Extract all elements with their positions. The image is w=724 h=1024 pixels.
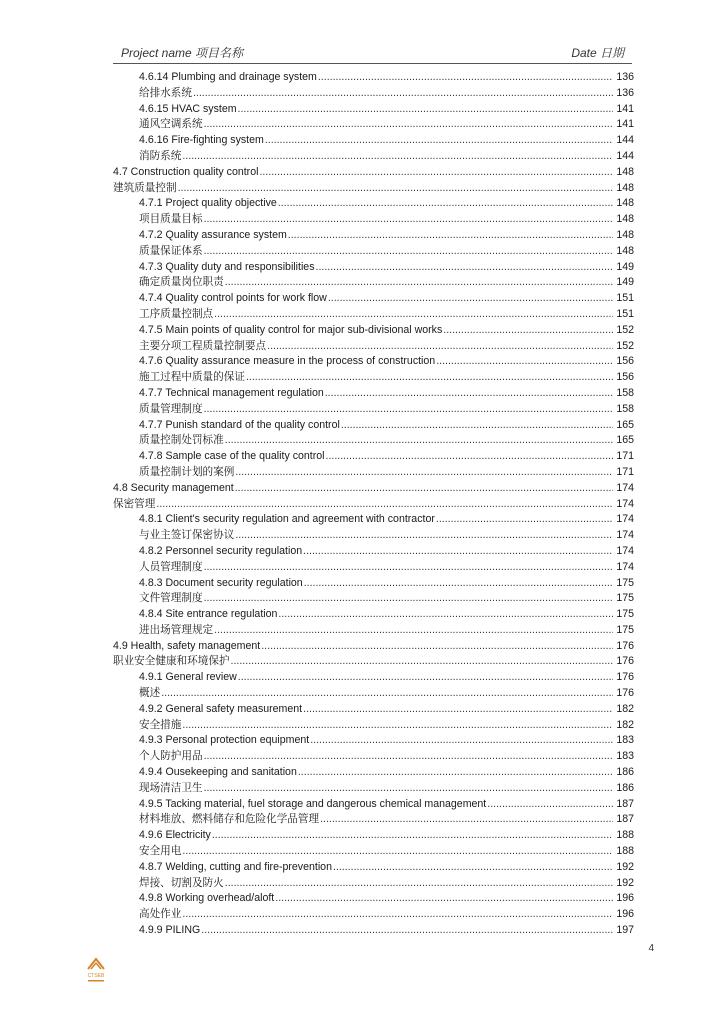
- toc-entry[interactable]: [113, 639, 634, 655]
- header-divider: [113, 63, 632, 64]
- toc-dot-leader: [204, 117, 613, 133]
- toc-entry[interactable]: [113, 497, 634, 513]
- toc-entry-page: 174: [616, 560, 634, 573]
- toc-dot-leader: [265, 133, 613, 149]
- toc-dot-leader: [275, 891, 613, 907]
- toc-entry[interactable]: [113, 781, 634, 797]
- toc-entry-page: 148: [616, 213, 634, 226]
- toc-entry[interactable]: [113, 765, 634, 781]
- toc-entry-title: 与业主签订保密协议: [139, 529, 235, 542]
- toc-dot-leader: [204, 749, 613, 765]
- toc-dot-leader: [161, 686, 613, 702]
- toc-entry[interactable]: [113, 149, 634, 165]
- toc-dot-leader: [235, 528, 613, 544]
- toc-entry-page: 174: [616, 481, 634, 494]
- toc-entry-title: 施工过程中质量的保证: [139, 371, 245, 384]
- toc-entry[interactable]: [113, 544, 634, 560]
- toc-entry[interactable]: [113, 133, 634, 149]
- toc-entry-page: 171: [616, 450, 634, 463]
- toc-entry-title: 质量控制计划的案例: [139, 465, 235, 478]
- toc-entry-title: 现场清洁卫生: [139, 781, 203, 794]
- toc-dot-leader: [182, 844, 613, 860]
- toc-entry-page: 136: [616, 71, 634, 83]
- toc-dot-leader: [214, 623, 613, 639]
- toc-dot-leader: [204, 781, 613, 797]
- toc-entry-page: 176: [616, 671, 634, 684]
- toc-dot-leader: [238, 102, 613, 118]
- toc-entry-title: 4.7.3 Quality duty and responsibilities: [139, 260, 315, 273]
- toc-entry[interactable]: [113, 907, 634, 923]
- table-of-contents: [113, 70, 634, 939]
- toc-entry-title: 4.9.8 Working overhead/aloft: [139, 892, 275, 905]
- toc-entry[interactable]: [113, 275, 634, 291]
- toc-entry-title: 个人防护用品: [139, 750, 203, 763]
- toc-dot-leader: [193, 86, 613, 102]
- toc-entry-title: 4.9.2 General safety measurement: [139, 702, 303, 715]
- toc-entry-page: 175: [616, 592, 634, 605]
- toc-dot-leader: [225, 876, 613, 892]
- toc-entry-page: 176: [616, 639, 634, 652]
- toc-entry-page: 197: [616, 924, 634, 937]
- toc-entry-title: 4.9.5 Tacking material, fuel storage and dangerous chemical management: [139, 797, 487, 810]
- toc-dot-leader: [182, 907, 613, 923]
- toc-dot-leader: [225, 433, 613, 449]
- toc-entry[interactable]: [113, 623, 634, 639]
- toc-entry-title: 4.8.4 Site entrance regulation: [139, 608, 278, 621]
- toc-dot-leader: [182, 149, 613, 165]
- date-label: Date 日期: [571, 46, 624, 60]
- page-header: [113, 44, 632, 62]
- toc-dot-leader: [178, 181, 613, 197]
- toc-dot-leader: [204, 591, 613, 607]
- toc-entry-title: 4.7.5 Main points of quality control for major sub-divisional works: [139, 323, 443, 336]
- toc-entry-title: 4.6.14 Plumbing and drainage system: [139, 71, 317, 83]
- toc-dot-leader: [328, 291, 613, 307]
- toc-entry[interactable]: [113, 244, 634, 260]
- toc-entry[interactable]: [113, 260, 634, 276]
- toc-entry-page: 186: [616, 766, 634, 779]
- toc-dot-leader: [235, 481, 613, 497]
- toc-entry[interactable]: [113, 307, 634, 323]
- toc-dot-leader: [225, 275, 613, 291]
- toc-dot-leader: [204, 212, 613, 228]
- toc-entry-title: 4.9.9 PILING: [139, 924, 201, 937]
- toc-entry[interactable]: [113, 576, 634, 592]
- toc-entry[interactable]: [113, 844, 634, 860]
- toc-dot-leader: [214, 307, 613, 323]
- toc-entry-title: 4.6.15 HVAC system: [139, 102, 237, 115]
- toc-dot-leader: [278, 607, 613, 623]
- toc-entry-title: 主要分项工程质量控制要点: [139, 339, 267, 352]
- toc-entry-title: 4.9.1 General review: [139, 671, 237, 684]
- toc-entry-page: 158: [616, 386, 634, 399]
- toc-entry[interactable]: [113, 370, 634, 386]
- toc-dot-leader: [325, 386, 613, 402]
- toc-entry[interactable]: [113, 481, 634, 497]
- toc-entry-page: 183: [616, 734, 634, 747]
- toc-entry-title: 4.7.1 Project quality objective: [139, 197, 277, 210]
- toc-dot-leader: [259, 165, 613, 181]
- toc-entry-title: 4.9.6 Electricity: [139, 829, 211, 842]
- toc-entry-page: 152: [616, 339, 634, 352]
- toc-entry[interactable]: [113, 654, 634, 670]
- toc-entry-page: 151: [616, 307, 634, 320]
- toc-dot-leader: [156, 497, 613, 513]
- toc-entry-page: 175: [616, 576, 634, 589]
- toc-entry[interactable]: [113, 117, 634, 133]
- toc-dot-leader: [320, 812, 613, 828]
- toc-entry-page: 188: [616, 845, 634, 858]
- toc-entry-title: 安全措施: [139, 718, 182, 731]
- toc-entry[interactable]: [113, 876, 634, 892]
- toc-entry[interactable]: [113, 86, 634, 102]
- toc-dot-leader: [261, 639, 613, 655]
- toc-entry-page: 174: [616, 529, 634, 542]
- toc-entry[interactable]: [113, 449, 634, 465]
- toc-entry-page: 182: [616, 718, 634, 731]
- toc-entry-title: 给排水系统: [139, 86, 192, 99]
- toc-entry[interactable]: [113, 718, 634, 734]
- toc-entry-page: 144: [616, 149, 634, 162]
- toc-entry-title: 通风空调系统: [139, 118, 203, 131]
- toc-entry[interactable]: [113, 749, 634, 765]
- toc-entry[interactable]: [113, 860, 634, 876]
- toc-entry-title: 确定质量岗位职责: [139, 276, 224, 289]
- toc-entry-page: 152: [616, 323, 634, 336]
- toc-entry[interactable]: [113, 212, 634, 228]
- toc-entry[interactable]: [113, 512, 634, 528]
- toc-entry-page: 141: [616, 118, 634, 131]
- toc-entry-title: 4.9.4 Ousekeeping and sanitation: [139, 766, 297, 779]
- toc-entry-title: 4.7.7 Technical management regulation: [139, 386, 324, 399]
- toc-entry-page: 175: [616, 608, 634, 621]
- toc-entry-page: 171: [616, 465, 634, 478]
- toc-entry-title: 文件管理制度: [139, 592, 203, 605]
- toc-entry-page: 187: [616, 813, 634, 826]
- toc-entry-title: 4.7.6 Quality assurance measure in the process of construction: [139, 355, 436, 368]
- toc-entry[interactable]: [113, 670, 634, 686]
- toc-entry[interactable]: [113, 433, 634, 449]
- toc-entry[interactable]: [113, 291, 634, 307]
- toc-entry-page: 175: [616, 623, 634, 636]
- toc-entry-page: 183: [616, 750, 634, 763]
- toc-entry-page: 188: [616, 829, 634, 842]
- toc-entry-title: 4.9.3 Personal protection equipment: [139, 734, 310, 747]
- toc-entry-page: 148: [616, 165, 634, 178]
- toc-entry-page: 182: [616, 702, 634, 715]
- toc-entry-title: 工序质量控制点: [139, 307, 214, 320]
- toc-entry[interactable]: [113, 812, 634, 828]
- toc-entry-title: 4.8 Security management: [113, 481, 234, 494]
- toc-entry-page: 158: [616, 402, 634, 415]
- toc-dot-leader: [303, 702, 613, 718]
- toc-entry-title: 保密管理: [113, 497, 156, 510]
- toc-entry-title: 质量管理制度: [139, 402, 203, 415]
- toc-entry-title: 焊接、切割及防火: [139, 876, 224, 889]
- toc-dot-leader: [436, 512, 613, 528]
- toc-entry-page: 192: [616, 876, 634, 889]
- toc-entry[interactable]: [113, 828, 634, 844]
- toc-dot-leader: [231, 654, 613, 670]
- toc-entry-page: 144: [616, 134, 634, 147]
- toc-entry-title: 人员管理制度: [139, 560, 203, 573]
- toc-entry[interactable]: [113, 165, 634, 181]
- toc-entry-page: 174: [616, 513, 634, 526]
- toc-dot-leader: [204, 402, 613, 418]
- toc-entry[interactable]: [113, 196, 634, 212]
- toc-entry[interactable]: [113, 686, 634, 702]
- toc-dot-leader: [310, 733, 613, 749]
- toc-entry-page: 192: [616, 860, 634, 873]
- toc-dot-leader: [204, 560, 613, 576]
- toc-entry-page: 196: [616, 908, 634, 921]
- toc-entry-page: 148: [616, 197, 634, 210]
- toc-entry-page: 151: [616, 292, 634, 305]
- toc-dot-leader: [238, 670, 613, 686]
- toc-dot-leader: [326, 449, 614, 465]
- toc-entry-page: 174: [616, 544, 634, 557]
- toc-entry[interactable]: [113, 339, 634, 355]
- toc-dot-leader: [212, 828, 613, 844]
- toc-entry-title: 消防系统: [139, 149, 182, 162]
- toc-entry-page: 149: [616, 260, 634, 273]
- toc-entry-title: 4.7.2 Quality assurance system: [139, 228, 287, 241]
- toc-entry-page: 165: [616, 434, 634, 447]
- toc-entry-title: 4.8.7 Welding, cutting and fire-prevention: [139, 860, 332, 873]
- toc-entry-page: 196: [616, 892, 634, 905]
- toc-dot-leader: [304, 576, 613, 592]
- toc-entry-page: 174: [616, 497, 634, 510]
- toc-entry[interactable]: [113, 465, 634, 481]
- page-number: 4: [648, 943, 654, 954]
- toc-dot-leader: [204, 244, 613, 260]
- toc-entry-title: 材料堆放、燃料储存和危险化学品管理: [139, 813, 320, 826]
- toc-entry-title: 4.7.8 Sample case of the quality control: [139, 450, 325, 463]
- toc-dot-leader: [278, 196, 613, 212]
- toc-entry-title: 进出场管理规定: [139, 623, 214, 636]
- toc-entry[interactable]: [113, 607, 634, 623]
- toc-entry-title: 建筑质量控制: [113, 181, 177, 194]
- toc-entry-page: 148: [616, 228, 634, 241]
- toc-entry-page: 176: [616, 655, 634, 668]
- toc-entry-title: 质量保证体系: [139, 244, 203, 257]
- toc-entry-page: 176: [616, 687, 634, 700]
- toc-entry-title: 质量控制处罚标准: [139, 434, 224, 447]
- toc-entry-title: 4.7 Construction quality control: [113, 165, 259, 178]
- toc-entry-page: 186: [616, 781, 634, 794]
- toc-dot-leader: [443, 323, 613, 339]
- toc-entry[interactable]: [113, 560, 634, 576]
- toc-entry-title: 4.8.2 Personnel security regulation: [139, 544, 303, 557]
- toc-dot-leader: [201, 923, 613, 939]
- toc-entry[interactable]: [113, 891, 634, 907]
- logo-text: CTSEB: [87, 973, 105, 979]
- toc-entry-title: 4.8.1 Client's security regulation and agreement with contractor: [139, 513, 435, 526]
- toc-entry-title: 职业安全健康和环境保护: [113, 655, 230, 668]
- toc-entry-page: 156: [616, 371, 634, 384]
- toc-entry-title: 4.8.3 Document security regulation: [139, 576, 303, 589]
- toc-entry[interactable]: [113, 702, 634, 718]
- toc-entry-title: 安全用电: [139, 845, 182, 858]
- toc-dot-leader: [267, 339, 613, 355]
- toc-entry-page: 136: [616, 86, 634, 99]
- toc-entry-page: 165: [616, 418, 634, 431]
- toc-entry[interactable]: [113, 354, 634, 370]
- toc-entry-page: 156: [616, 355, 634, 368]
- toc-entry-title: 4.9 Health, safety management: [113, 639, 261, 652]
- toc-entry-title: 项目质量目标: [139, 213, 203, 226]
- toc-entry-title: 4.7.7 Punish standard of the quality control: [139, 418, 340, 431]
- toc-dot-leader: [246, 370, 613, 386]
- toc-entry-page: 149: [616, 276, 634, 289]
- toc-entry[interactable]: [113, 102, 634, 118]
- toc-entry[interactable]: [113, 528, 634, 544]
- toc-dot-leader: [182, 718, 613, 734]
- toc-entry[interactable]: [113, 402, 634, 418]
- toc-dot-leader: [316, 260, 614, 276]
- toc-entry-page: 148: [616, 244, 634, 257]
- toc-entry[interactable]: [113, 591, 634, 607]
- toc-entry[interactable]: [113, 181, 634, 197]
- toc-entry[interactable]: [113, 797, 634, 813]
- toc-dot-leader: [303, 544, 613, 560]
- toc-entry-page: 148: [616, 181, 634, 194]
- project-name-label: Project name 项目名称: [121, 46, 244, 60]
- toc-entry[interactable]: [113, 923, 634, 939]
- toc-entry[interactable]: [113, 323, 634, 339]
- toc-entry-title: 概述: [139, 687, 161, 700]
- toc-entry-title: 4.7.4 Quality control points for work flow: [139, 292, 327, 305]
- toc-dot-leader: [288, 228, 613, 244]
- toc-entry-page: 187: [616, 797, 634, 810]
- toc-dot-leader: [318, 70, 613, 86]
- toc-entry-page: 141: [616, 102, 634, 115]
- toc-dot-leader: [487, 797, 613, 813]
- toc-dot-leader: [333, 860, 613, 876]
- toc-entry-title: 高处作业: [139, 908, 182, 921]
- toc-entry[interactable]: [113, 386, 634, 402]
- toc-dot-leader: [298, 765, 613, 781]
- toc-entry[interactable]: [113, 70, 634, 86]
- toc-dot-leader: [235, 465, 613, 481]
- toc-entry-title: 4.6.16 Fire-fighting system: [139, 134, 264, 147]
- toc-entry[interactable]: [113, 418, 634, 434]
- toc-entry[interactable]: [113, 733, 634, 749]
- toc-dot-leader: [436, 354, 613, 370]
- toc-dot-leader: [341, 418, 613, 434]
- toc-entry[interactable]: [113, 228, 634, 244]
- company-logo: [82, 955, 110, 985]
